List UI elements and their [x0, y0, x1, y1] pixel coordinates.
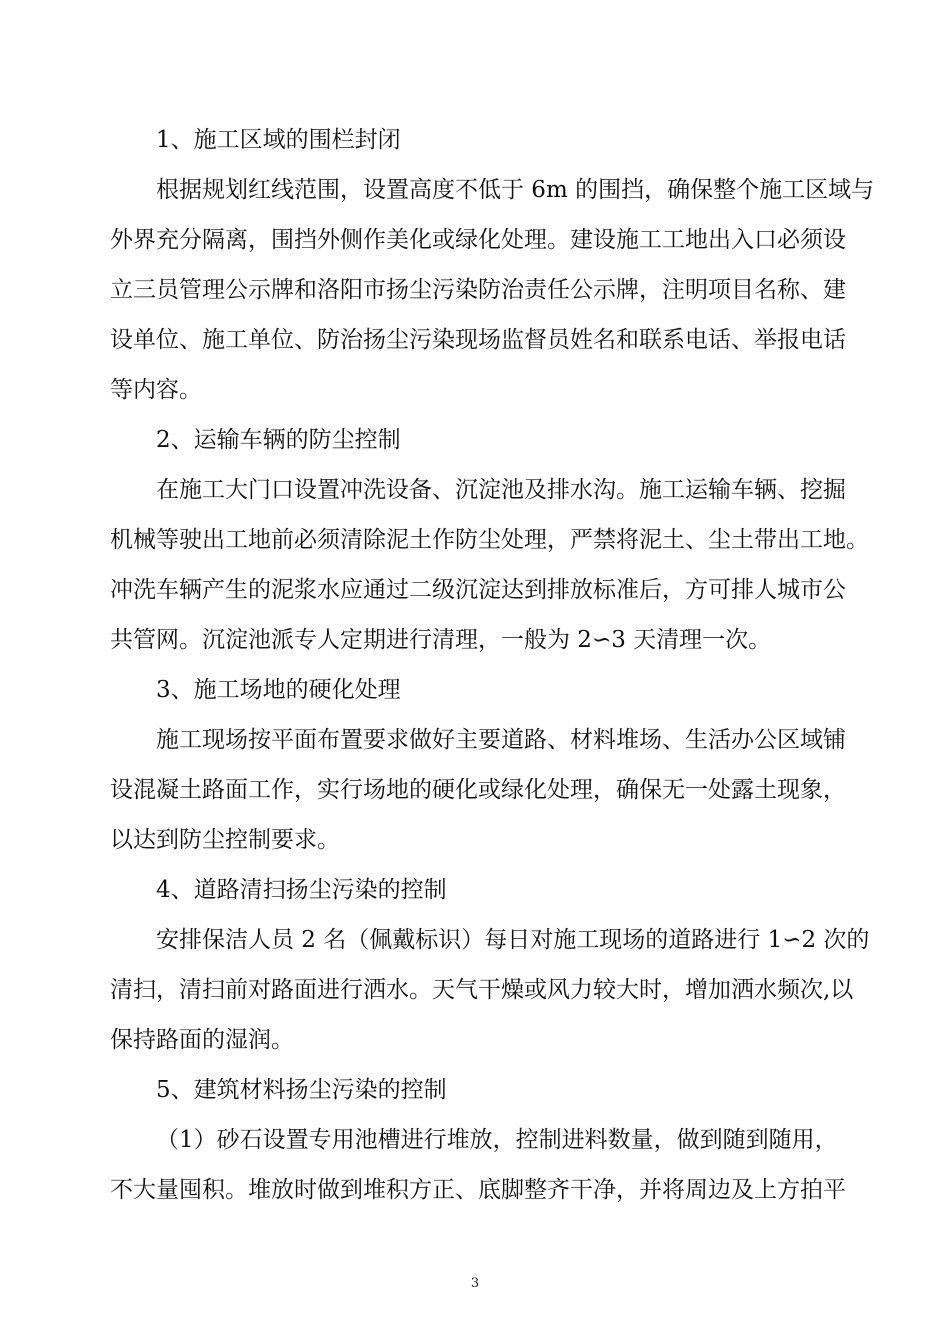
document-body — [110, 115, 875, 1215]
section-heading: 5、建筑材料扬尘污染的控制 — [156, 1077, 447, 1103]
paragraph-line: 设单位、施工单位、防治扬尘污染现场监督员姓名和联系电话、举报电话 — [110, 327, 846, 353]
section-heading: 4、道路清扫扬尘污染的控制 — [156, 877, 447, 903]
section-paragraph — [110, 715, 845, 865]
section-site-hardening — [110, 665, 845, 865]
paragraph-line: 不大量囤积。堆放时做到堆积方正、底脚整齐干净，并将周边及上方拍平 — [110, 1177, 846, 1203]
section-paragraph — [110, 915, 870, 1065]
section-material-dust — [110, 1065, 845, 1215]
paragraph-line: 安排保洁人员 2 名（佩戴标识）每日对施工现场的道路进行 1∽2 次的 — [156, 927, 870, 953]
paragraph-line: 清扫，清扫前对路面进行洒水。天气干燥或风力较大时，增加洒水频次,以 — [110, 977, 854, 1003]
paragraph-line: 机械等驶出工地前必须清除泥土作防尘处理，严禁将泥土、尘土带出工地。 — [110, 527, 869, 553]
paragraph-line: 设混凝土路面工作，实行场地的硬化或绿化处理，确保无一处露土现象， — [110, 777, 846, 803]
paragraph-line: 立三员管理公示牌和洛阳市扬尘污染防治责任公示牌，注明项目名称、建 — [110, 277, 846, 303]
paragraph-line: 外界充分隔离，围挡外侧作美化或绿化处理。建设施工工地出入口必须设 — [110, 227, 846, 253]
paragraph-line: 以达到防尘控制要求。 — [110, 827, 340, 853]
page-number: 3 — [470, 1276, 480, 1291]
section-paragraph — [110, 1115, 845, 1215]
section-heading: 3、施工场地的硬化处理 — [156, 677, 401, 703]
paragraph-line: 共管网。沉淀池派专人定期进行清理，一般为 2∽3 天清理一次。 — [110, 627, 772, 653]
paragraph-line: （1）砂石设置专用池槽进行堆放，控制进料数量，做到随到随用， — [156, 1127, 838, 1153]
section-road-cleaning — [110, 865, 870, 1065]
paragraph-line: 保持路面的湿润。 — [110, 1027, 294, 1053]
paragraph-line: 在施工大门口设置冲洗设备、沉淀池及排水沟。施工运输车辆、挖掘 — [156, 477, 846, 503]
section-fence — [110, 115, 875, 415]
section-heading: 1、施工区域的围栏封闭 — [156, 127, 401, 153]
section-heading: 2、运输车辆的防尘控制 — [156, 427, 401, 453]
paragraph-line: 施工现场按平面布置要求做好主要道路、材料堆场、生活办公区域铺 — [156, 727, 846, 753]
paragraph-line: 根据规划红线范围，设置高度不低于 6m 的围挡，确保整个施工区域与 — [156, 177, 875, 203]
section-vehicle-dust — [110, 415, 869, 665]
paragraph-line: 等内容。 — [110, 377, 202, 403]
section-paragraph — [110, 465, 869, 665]
paragraph-line: 冲洗车辆产生的泥浆水应通过二级沉淀达到排放标准后，方可排人城市公 — [110, 577, 846, 603]
section-paragraph — [110, 165, 875, 415]
